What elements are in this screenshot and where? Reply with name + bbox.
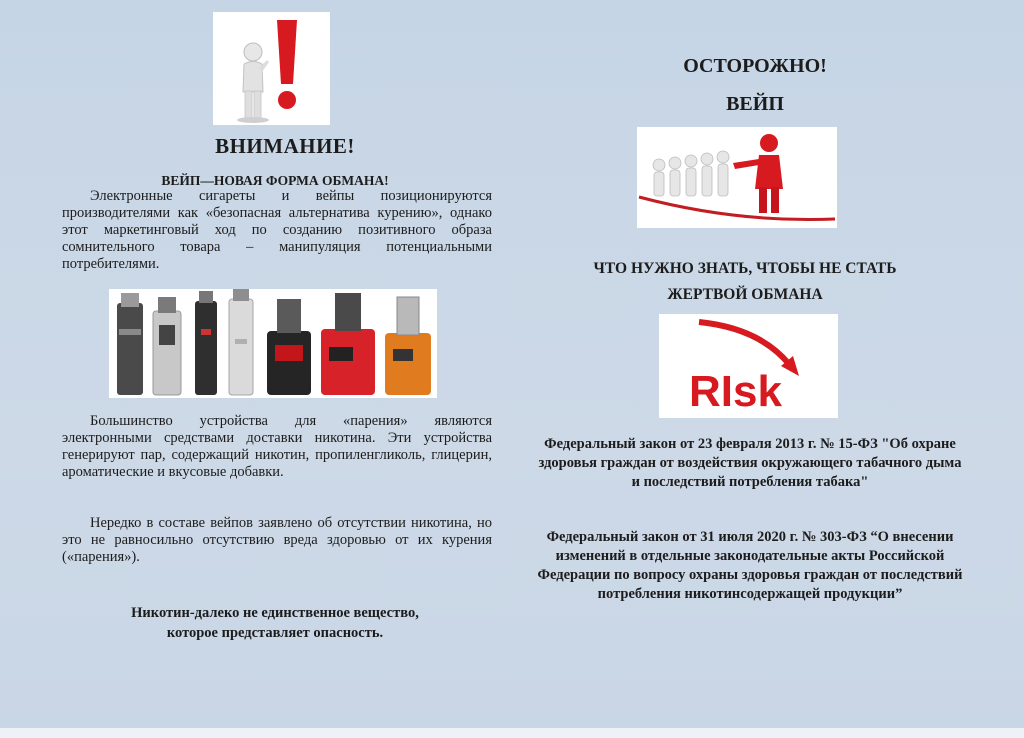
subtitle-new-form-of-deception: ВЕЙП—НОВАЯ ФОРМА ОБМАНА! — [161, 173, 389, 188]
vape-devices-illustration — [109, 289, 437, 398]
warning-line-1: Никотин-далеко не единственное вещество, — [131, 605, 419, 621]
paragraph-marketing: Электронные сигареты и вейпы позиционируются производителями как «безопасная альтернатива курению», однако этот маркетинговый ход по созданию позитивного образа сомнительного товара – манипуляция потенциальными потребителями. — [62, 188, 492, 272]
nicotine-warning — [90, 603, 460, 643]
risk-arrow-illustration — [659, 314, 838, 418]
question-heading — [530, 256, 960, 308]
paragraph-devices: Большинство устройства для «парения» являются электронными средствами доставки никотина. Эти устройства генерируют пар, содержащий никотин, пропиленгликоль, глицерин, ароматические и вкусовые добавки. — [62, 413, 492, 480]
leader-figures-illustration — [637, 127, 837, 228]
page-bottom-edge — [0, 728, 1024, 738]
heading-vape: ВЕЙП — [726, 93, 784, 115]
paragraph-nicotine-free: Нередко в составе вейпов заявлено об отсутствии никотина, но это не равносильно отсутствию вреда здоровью от их курения («парения»). — [62, 515, 492, 565]
question-line-2: ЖЕРТВОЙ ОБМАНА — [667, 286, 823, 303]
question-line-1: ЧТО НУЖНО ЗНАТЬ, ЧТОБЫ НЕ СТАТЬ — [593, 260, 897, 277]
exclamation-person-icon — [213, 12, 330, 125]
warning-line-2: которое представляет опасность. — [166, 625, 384, 641]
federal-law-303fz: Федеральный закон от 31 июля 2020 г. № 303-ФЗ “О внесении изменений в отдельные законодательные акты Российской Федерации по вопросу охраны здоровья граждан от последствий потребления никотинсодержащей продукции” — [537, 529, 963, 602]
federal-law-15fz: Федеральный закон от 23 февраля 2013 г. № 15-ФЗ "Об охране здоровья граждан от воздействия окружающего табачного дыма и последствий потребления табака" — [538, 436, 962, 490]
risk-word: RIsk — [689, 367, 782, 416]
page-title-attention: ВНИМАНИЕ! — [215, 134, 355, 158]
heading-caution: ОСТОРОЖНО! — [683, 55, 827, 77]
